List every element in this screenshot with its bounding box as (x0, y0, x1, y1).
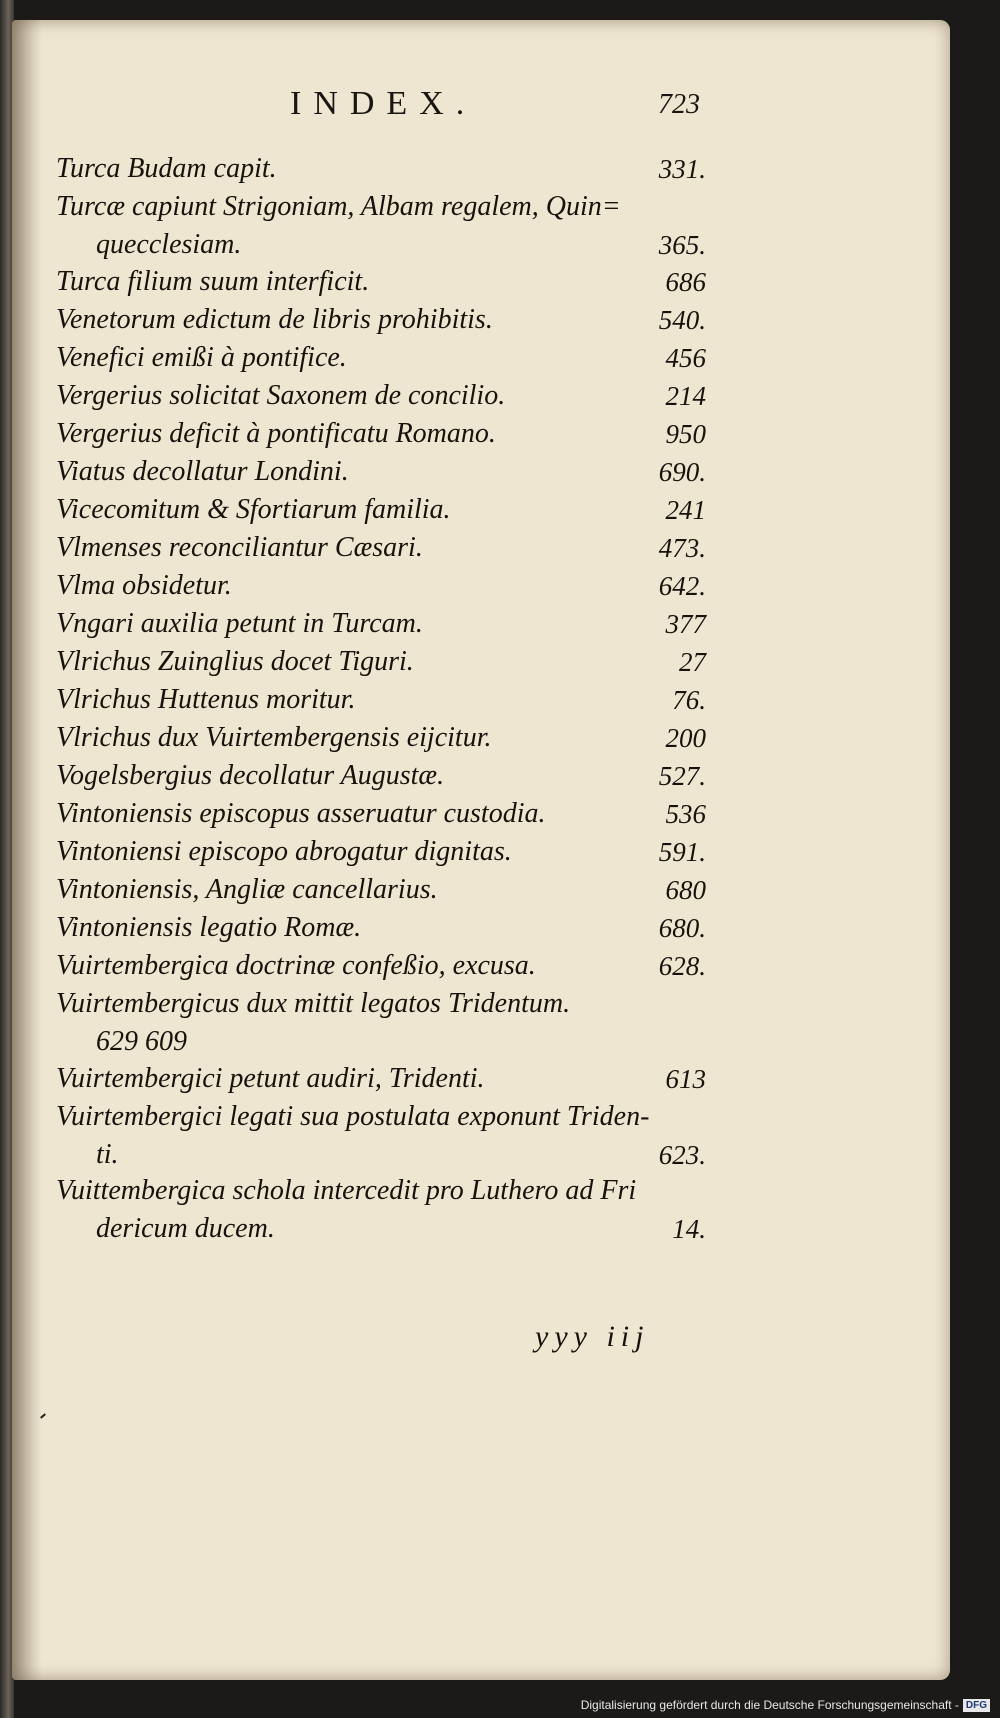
entry-page-number: 527. (658, 761, 706, 791)
entry-page-number: 540. (658, 305, 706, 335)
entry-page-number: 536 (665, 799, 706, 829)
entry-text: Vicecomitum & Sfortiarum familia. (56, 494, 451, 525)
entry-text: Vergerius deficit à pontificatu Romano. (56, 418, 496, 449)
entry-text: Vlrichus Zuinglius docet Tiguri. (56, 646, 414, 677)
entry-page-number: 628. (658, 951, 706, 981)
entry-text: Vuirtembergici petunt audiri, Tridenti. (56, 1063, 485, 1094)
index-entry (56, 453, 706, 491)
entry-text: Vlma obsidetur. (56, 570, 232, 601)
footer (581, 1698, 990, 1712)
index-entry (56, 529, 706, 567)
index-entry (56, 947, 706, 985)
entry-page-number: 214 (665, 381, 706, 411)
entry-continuation: dericum ducem. (96, 1213, 275, 1244)
entry-text: Venefici emißi à pontifice. (56, 342, 347, 373)
index-entry (56, 301, 706, 339)
index-entry (56, 1098, 706, 1174)
index-entry (56, 795, 706, 833)
entry-page-number: 14. (672, 1214, 706, 1244)
index-entry (56, 1172, 706, 1248)
index-entry (56, 681, 706, 719)
index-entry (56, 415, 706, 453)
entry-page-number: 27 (679, 647, 706, 677)
page-header (280, 85, 700, 135)
index-entry (56, 491, 706, 529)
entry-continuation: ti. (96, 1139, 119, 1170)
entry-text: Vuirtembergica doctrinæ confeßio, excusa. (56, 950, 536, 981)
entry-text: Vergerius solicitat Saxonem de concilio. (56, 380, 506, 411)
entry-text: Turcæ capiunt Strigoniam, Albam regalem, Quin= (56, 191, 621, 222)
entry-page-number: 623. (658, 1140, 706, 1170)
index-entry (56, 605, 706, 643)
dfg-logo: DFG (963, 1699, 990, 1712)
entry-text: Vintoniensis legatio Romæ. (56, 912, 362, 943)
entry-text: Vuirtembergicus dux mittit legatos Tridentum. (56, 988, 571, 1019)
signature-mark: yyy iij (535, 1320, 650, 1353)
entry-page-number: 241 (665, 495, 706, 525)
entry-text: Vintoniensis, Angliæ cancellarius. (56, 874, 438, 905)
index-entry (56, 757, 706, 795)
entry-text: Turca filium suum interficit. (56, 266, 370, 297)
entry-page-number: 200 (665, 723, 706, 753)
index-entry (56, 377, 706, 415)
entry-continuation: quecclesiam. (96, 229, 242, 260)
entry-page-number: 613 (665, 1064, 706, 1094)
entry-page-number: 690. (658, 457, 706, 487)
entry-page-number: 365. (658, 230, 706, 260)
entry-text: Vintoniensi episcopo abrogatur dignitas. (56, 836, 512, 867)
entry-text: Vlmenses reconciliantur Cæsari. (56, 532, 423, 563)
page-title: INDEX. (290, 85, 477, 122)
entry-text: Vintoniensis episcopus asseruatur custodia. (56, 798, 546, 829)
index-entry (56, 188, 706, 264)
index-entry (56, 150, 706, 188)
entry-page-number: 591. (658, 837, 706, 867)
index-entry (56, 833, 706, 871)
index-entry (56, 643, 706, 681)
index-entry (56, 909, 706, 947)
entry-text: Viatus decollatur Londini. (56, 456, 349, 487)
entry-text: Vlrichus dux Vuirtembergensis eijcitur. (56, 722, 492, 753)
index-entry (56, 263, 706, 301)
entry-continuation: 629 609 (96, 1026, 187, 1057)
entry-page-number: 642. (658, 571, 706, 601)
index-entry (56, 1060, 706, 1098)
index-entry (56, 871, 706, 909)
page-number: 723 (658, 89, 700, 120)
index-entry (56, 985, 706, 1061)
entry-page-number: 680. (658, 913, 706, 943)
entry-page-number: 473. (658, 533, 706, 563)
entry-page-number: 331. (658, 154, 706, 184)
entry-page-number: 456 (665, 343, 706, 373)
footer-text: Digitalisierung gefördert durch die Deutsche Forschungsgemeinschaft - (580, 1697, 959, 1712)
entry-page-number: 76. (672, 685, 706, 715)
entry-text: Vuittembergica schola intercedit pro Luthero ad Fri (56, 1175, 637, 1206)
index-entry (56, 719, 706, 757)
entry-page-number: 950 (665, 419, 706, 449)
entry-page-number: 686 (665, 267, 706, 297)
entry-page-number: 377 (665, 609, 706, 639)
entry-text: Vuirtembergici legati sua postulata exponunt Triden- (56, 1101, 650, 1132)
entry-text: Turca Budam capit. (56, 153, 277, 184)
entry-page-number: 680 (665, 875, 706, 905)
entry-text: Vogelsbergius decollatur Augustæ. (56, 760, 445, 791)
entry-text: Vngari auxilia petunt in Turcam. (56, 608, 423, 639)
entry-text: Vlrichus Huttenus moritur. (56, 684, 356, 715)
entry-text: Venetorum edictum de libris prohibitis. (56, 304, 493, 335)
index-entry (56, 567, 706, 605)
index-entry (56, 339, 706, 377)
